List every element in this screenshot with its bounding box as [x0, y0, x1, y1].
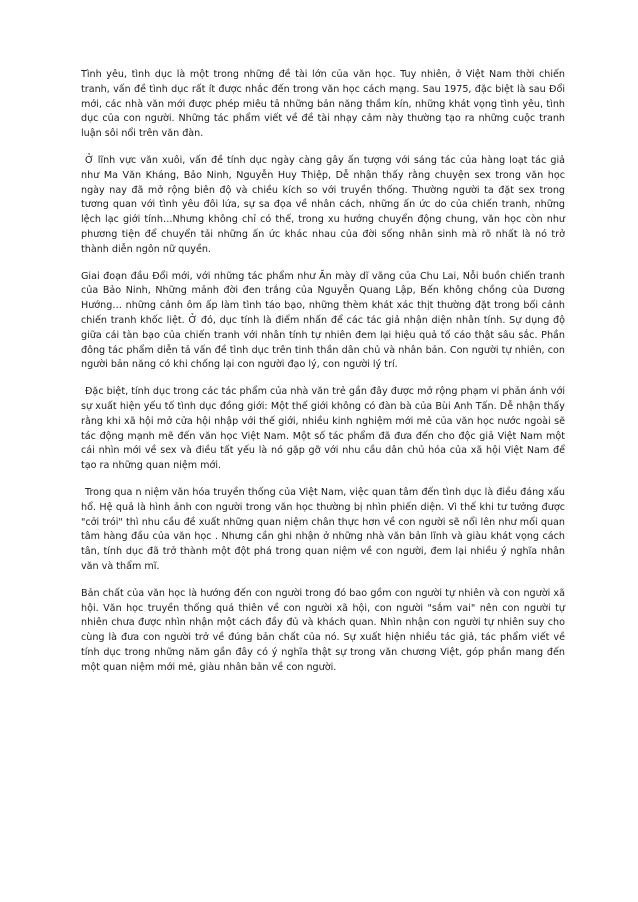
paragraph-intro: Tình yêu, tình dục là một trong những đề tài lớn của văn học. Tuy nhiên, ở Việt Nam thời chiến tranh, vấn đề tình dục rất ít được nhắc đến trong văn học cách mạng. Sau 1975, đặc biệt là sau Đổi mới, các nhà văn mới được phép miêu tả những bản năng thầm kín, những khát vọng tình yêu, tình dục của con người. Những tác phẩm viết về đề tài nhạy cảm này thường tạo ra những cuộc tranh luận sôi nổi trên văn đàn.: [81, 69, 565, 140]
paragraph-young-writers: Đặc biệt, tính dục trong các tác phẩm của nhà văn trẻ gần đây được mở rộng phạm vi phản ánh với sự xuất hiện yếu tố tình dục đồng giới: Một thế giới không có đàn bà của Bùi Anh Tấn. Dễ nhận thấy rằng khi xã hội mở cửa hội nhập với thế giới, nhiều kinh nghiệm mới mẻ của văn học nước ngoài sẽ tác động mạnh mẽ đến văn học Việt Nam. Một số tác phẩm đã đưa đến cho độc giả Việt Nam một cái nhìn mới về sex và điều tất yếu là nó gặp gỡ với nhu cầu dân chủ hóa của xã hội Việt Nam để tạo ra những quan niệm mới.: [81, 386, 565, 472]
paragraph-traditional-view: Trong qua n niệm văn hóa truyền thống của Việt Nam, việc quan tâm đến tình dục là điều đáng xấu hổ. Hệ quả là hình ảnh con người trong văn học thường bị nhìn phiến diện. Vì thế khi tư tưởng được "cởi trói" thì nhu cầu đề xuất những quan niệm chân thực hơn về con người sẽ nổi lên như mối quan tâm hàng đầu của văn học . Nhưng cần ghi nhận ở những nhà văn bản lĩnh và giàu khát vọng cách tân, tính dục đã trở thành một đột phá trong quan niệm về con người, đem lại nhiều ý nghĩa nhân văn và thẩm mĩ.: [81, 486, 565, 572]
paragraph-prose-authors: Ở lĩnh vực văn xuôi, vấn đề tính dục ngày càng gây ấn tượng với sáng tác của hàng loạt tác giả như Ma Văn Kháng, Bảo Ninh, Nguyễn Huy Thiệp, Dễ nhận thấy rằng chuyện sex trong văn học ngày nay đã mở rộng biên độ và chiều kích so với truyền thống. Thường người ta đặt sex trong tương quan với tình yêu đôi lứa, sự sa đọa về nhân cách, những ấn ức do của chiến tranh, những lệch lạc giới tính…Nhưng không chỉ có thế, trong xu hướng chuyển động chung, văn học còn như phương tiện để chuyển tải những ấn ức khác nhau của đời sống nhân sinh mà rõ nhất là nó trở thành diễn ngôn nữ quyền.: [81, 154, 565, 255]
document-body: [81, 68, 565, 687]
paragraph-conclusion: Bản chất của văn học là hướng đến con người trong đó bao gồm con người tự nhiên và con người xã hội. Văn học truyền thống quá thiên về con người xã hội, con người "sắm vai" nên con người tự nhiên chưa được nhìn nhận một cách đầy đủ và khách quan. Nhìn nhận con người tự nhiên suy cho cùng là đưa con người trở về đúng bản chất của nó. Sự xuất hiện nhiều tác giả, tác phẩm viết về tính dục trong những năm gần đây có ý nghĩa thật sự trong văn chương Việt, góp phần mang đến một quan niệm mới mẻ, giàu nhân bản về con người.: [81, 587, 565, 673]
paragraph-early-doi-moi: Giai đoạn đầu Đổi mới, với những tác phẩm như Ăn mày dĩ vãng của Chu Lai, Nỗi buồn chiến tranh của Bảo Ninh, Những mảnh đời đen trắng của Nguyễn Quang Lập, Bến không chồng của Dương Hướng… những cảnh ôm ấp làm tình táo bạo, những thèm khát xác thịt thường đặt trong bối cảnh chiến tranh khốc liệt. Ở đó, dục tính là điểm nhấn để các tác giả nhận diện nhân tính. Sự dụng độ giữa cái tàn bạo của chiến tranh với nhân tính tự nhiên đem lại hiệu quả tố cáo thật sâu sắc. Phần đông tác phẩm diễn tả vấn đề tình dục trên tinh thần dân chủ và nhân bản. Con người tự nhiên, con người bản năng có khi chống lại con người đạo lý, con người lý trí.: [81, 270, 565, 371]
